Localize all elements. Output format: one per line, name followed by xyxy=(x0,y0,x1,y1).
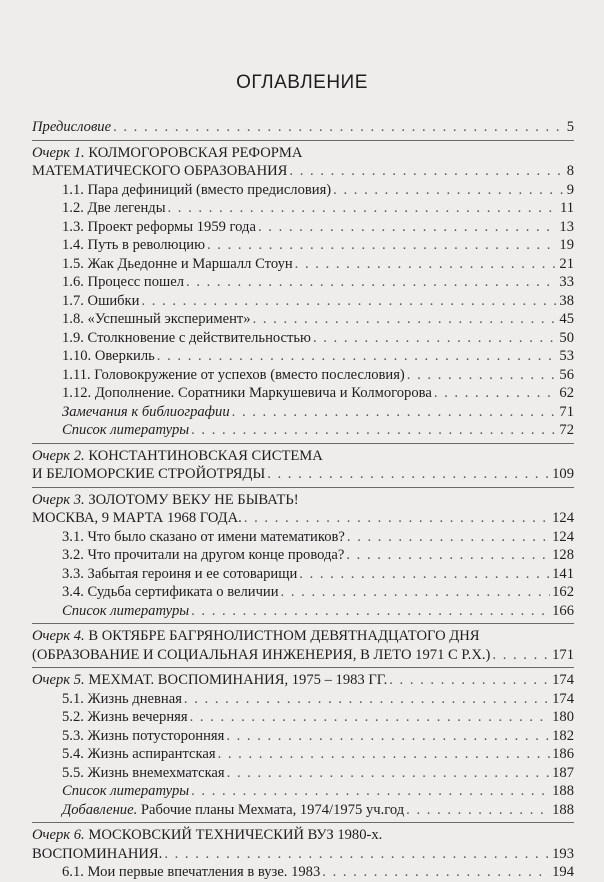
entry-title: 3.2. Что прочитали на другом конце провода? xyxy=(62,547,345,563)
page-number: 124 xyxy=(552,510,574,526)
entry-title: 1.12. Дополнение. Соратники Маркушевича и Колмогорова xyxy=(62,385,432,401)
toc-entry[interactable] xyxy=(32,384,574,403)
chapter-prefix: Очерк 2. xyxy=(32,447,85,464)
leader-dots xyxy=(227,764,550,783)
leader-dots xyxy=(113,118,565,137)
entry-title: 5.1. Жизнь дневная xyxy=(62,690,182,707)
toc-entry[interactable] xyxy=(32,236,574,255)
page-number: 193 xyxy=(552,845,574,862)
page-number: 162 xyxy=(552,584,574,600)
entry-title: Рабочие планы Мехмата, 1974/1975 уч.год xyxy=(140,801,405,818)
toc-entry[interactable] xyxy=(32,218,574,237)
chapter-prefix: Очерк 4. xyxy=(32,628,85,644)
toc-entry[interactable] xyxy=(32,292,574,311)
chapter-title: ЗОЛОТОМУ ВЕКУ НЕ БЫВАТЬ! xyxy=(88,491,299,508)
addition-label: Добавление. xyxy=(62,801,138,818)
toc-entry[interactable] xyxy=(32,727,574,746)
leader-dots xyxy=(190,708,551,727)
section-divider xyxy=(32,140,574,141)
leader-dots xyxy=(244,509,550,528)
chapter-5-title[interactable] xyxy=(32,671,574,690)
page-number: 19 xyxy=(559,237,574,253)
page-number: 38 xyxy=(559,292,574,309)
leader-dots xyxy=(389,671,550,690)
page-number: 128 xyxy=(552,547,574,563)
chapter-4-title-line-2[interactable] xyxy=(32,646,574,665)
toc-entry-literature[interactable] xyxy=(32,782,574,801)
chapter-2-title-line-2[interactable] xyxy=(32,465,574,484)
page-number: 33 xyxy=(559,274,574,290)
toc-entry[interactable] xyxy=(32,745,574,764)
leader-dots xyxy=(141,292,557,311)
chapter-title: В ОКТЯБРЕ БАГРЯНОЛИСТНОМ ДЕВЯТНАДЦАТОГО ДНЯ xyxy=(88,628,480,644)
entry-title: 5.5. Жизнь внемехматская xyxy=(62,764,225,781)
leader-dots xyxy=(406,801,550,820)
toc-entry-literature[interactable] xyxy=(32,602,574,621)
leader-dots xyxy=(157,347,558,366)
toc-entry-notes[interactable] xyxy=(32,403,574,422)
leader-dots xyxy=(333,181,565,200)
toc-heading: ОГЛАВЛЕНИЕ xyxy=(236,72,368,93)
entry-title: 1.4. Путь в революцию xyxy=(62,237,205,253)
entry-title: 5.2. Жизнь вечерняя xyxy=(62,709,188,725)
leader-dots xyxy=(184,690,550,709)
chapter-prefix: Очерк 6. xyxy=(32,827,85,843)
chapter-title: КОНСТАНТИНОВСКАЯ СИСТЕМА xyxy=(88,447,323,464)
leader-dots xyxy=(346,546,550,565)
entry-title: Список литературы xyxy=(62,783,190,799)
chapter-title-cont: МОСКВА, 9 МАРТА 1968 ГОДА. xyxy=(32,510,242,526)
section-divider xyxy=(32,623,574,624)
leader-dots xyxy=(299,565,550,584)
page-number: 188 xyxy=(552,801,574,818)
chapter-prefix: Очерк 3. xyxy=(32,491,85,508)
toc-entry[interactable] xyxy=(32,199,574,218)
page-number: 56 xyxy=(559,366,574,383)
leader-dots xyxy=(168,199,558,218)
entry-title: 3.1. Что было сказано от имени математиков? xyxy=(62,528,345,545)
page-number: 188 xyxy=(552,783,574,799)
toc-entry[interactable] xyxy=(32,347,574,366)
chapter-6-title-line-1[interactable] xyxy=(32,826,574,845)
chapter-title-cont: (ОБРАЗОВАНИЕ И СОЦИАЛЬНАЯ ИНЖЕНЕРИЯ, В ЛЕТО 1971 С Р.Х.) xyxy=(32,646,491,663)
entry-title: 5.4. Жизнь аспирантская xyxy=(62,746,216,762)
page-number: 180 xyxy=(552,709,574,725)
entry-title: 1.7. Ошибки xyxy=(62,292,140,309)
leader-dots xyxy=(289,162,564,181)
chapter-title: КОЛМОГОРОВСКАЯ РЕФОРМА xyxy=(88,144,303,161)
leader-dots xyxy=(191,602,550,621)
entry-title: 1.3. Проект реформы 1959 года xyxy=(62,218,256,235)
page-number: 182 xyxy=(552,727,574,744)
chapter-title-cont: И БЕЛОМОРСКИЕ СТРОЙОТРЯДЫ xyxy=(32,466,266,482)
entry-title: 1.9. Столкновение с действительностью xyxy=(62,329,311,346)
leader-dots xyxy=(253,310,558,329)
leader-dots xyxy=(258,218,557,237)
chapter-prefix: Очерк 5. xyxy=(32,672,85,688)
chapter-prefix: Очерк 1. xyxy=(32,144,85,161)
entry-title: 3.3. Забытая героиня и ее сотоварищи xyxy=(62,565,298,582)
leader-dots xyxy=(191,421,557,440)
entry-title: 5.3. Жизнь потусторонняя xyxy=(62,727,225,744)
toc-entry-addition[interactable] xyxy=(32,801,574,820)
leader-dots xyxy=(218,745,551,764)
leader-dots xyxy=(434,384,558,403)
leader-dots xyxy=(295,255,558,274)
leader-dots xyxy=(232,403,558,422)
toc-entry[interactable] xyxy=(32,690,574,709)
toc-entry[interactable] xyxy=(32,583,574,602)
page-number: 8 xyxy=(566,163,574,179)
page-number: 171 xyxy=(552,646,574,663)
chapter-1-title-line-1[interactable] xyxy=(32,144,574,163)
entry-title: 1.2. Две легенды xyxy=(62,200,166,216)
section-divider xyxy=(32,443,574,444)
page-number: 194 xyxy=(552,864,574,880)
chapter-3-title-line-1[interactable] xyxy=(32,491,574,510)
toc-entry[interactable] xyxy=(32,366,574,385)
chapter-2-title-line-1[interactable] xyxy=(32,447,574,466)
page-number: 187 xyxy=(552,764,574,781)
page-number: 141 xyxy=(552,565,574,582)
entry-title: Список литературы xyxy=(62,602,190,619)
page-number: 109 xyxy=(552,466,574,482)
toc-entry[interactable] xyxy=(32,273,574,292)
chapter-title-cont: МАТЕМАТИЧЕСКОГО ОБРАЗОВАНИЯ xyxy=(32,163,288,179)
leader-dots xyxy=(322,863,550,882)
entry-title: Замечания к библиографии xyxy=(62,403,230,420)
page-number: 5 xyxy=(566,119,574,135)
toc-entry[interactable] xyxy=(32,528,574,547)
leader-dots xyxy=(186,273,557,292)
leader-dots xyxy=(164,845,550,864)
page-number: 13 xyxy=(559,218,574,235)
toc-entry[interactable] xyxy=(32,565,574,584)
toc-entry[interactable] xyxy=(32,329,574,348)
leader-dots xyxy=(267,465,550,484)
leader-dots xyxy=(407,366,558,385)
entry-title: 1.1. Пара дефиниций (вместо предисловия) xyxy=(62,181,332,198)
page-number: 71 xyxy=(559,403,574,420)
leader-dots xyxy=(492,646,550,665)
entry-title: 1.8. «Успешный эксперимент» xyxy=(62,311,251,327)
chapter-3-title-line-2[interactable] xyxy=(32,509,574,528)
chapter-6-title-line-2[interactable] xyxy=(32,845,574,864)
toc-entry[interactable] xyxy=(32,764,574,783)
toc-entry-literature[interactable] xyxy=(32,421,574,440)
leader-dots xyxy=(191,782,550,801)
entry-title: Предисловие xyxy=(32,119,112,135)
page-number: 50 xyxy=(559,329,574,346)
leader-dots xyxy=(281,583,551,602)
chapter-title: МОСКОВСКИЙ ТЕХНИЧЕСКИЙ ВУЗ 1980-х. xyxy=(88,827,383,843)
section-divider xyxy=(32,667,574,668)
page-number: 53 xyxy=(559,348,574,364)
page-number: 62 xyxy=(559,385,574,401)
page-number: 124 xyxy=(552,528,574,545)
entry-title: Список литературы xyxy=(62,422,190,438)
toc-entry[interactable] xyxy=(32,181,574,200)
entry-title: 1.10. Оверкиль xyxy=(62,348,155,364)
entry-title: 6.1. Мои первые впечатления в вузе. 1983 xyxy=(62,864,321,880)
page-number: 45 xyxy=(559,311,574,327)
toc-entry[interactable] xyxy=(32,255,574,274)
toc-entry-preface[interactable] xyxy=(32,118,574,137)
chapter-4-title-line-1[interactable] xyxy=(32,627,574,646)
section-divider xyxy=(32,487,574,488)
entry-title: 3.4. Судьба сертификата о величии xyxy=(62,584,279,600)
leader-dots xyxy=(207,236,557,255)
chapter-title: МЕХМАТ. ВОСПОМИНАНИЯ, 1975 – 1983 ГГ. xyxy=(88,672,388,688)
entry-title: 1.11. Головокружение от успехов (вместо послесловия) xyxy=(62,366,405,383)
page-number: 72 xyxy=(559,422,574,438)
page-number: 174 xyxy=(552,672,574,688)
page-number: 186 xyxy=(552,746,574,762)
leader-dots xyxy=(226,727,550,746)
chapter-1-title-line-2[interactable] xyxy=(32,162,574,181)
page-number: 9 xyxy=(566,181,574,198)
page-number: 21 xyxy=(559,255,574,272)
leader-dots xyxy=(313,329,557,348)
page-number: 166 xyxy=(552,602,574,619)
leader-dots xyxy=(347,528,550,547)
toc-entry[interactable] xyxy=(32,546,574,565)
section-divider xyxy=(32,822,574,823)
entry-title: 1.5. Жак Дьедонне и Маршалл Стоун xyxy=(62,255,293,272)
table-of-contents xyxy=(32,118,574,882)
toc-entry[interactable] xyxy=(32,863,574,882)
chapter-title-cont: ВОСПОМИНАНИЯ. xyxy=(32,845,163,862)
toc-entry[interactable] xyxy=(32,708,574,727)
toc-entry[interactable] xyxy=(32,310,574,329)
page-number: 174 xyxy=(552,690,574,707)
page-number: 11 xyxy=(559,200,574,216)
entry-title: 1.6. Процесс пошел xyxy=(62,274,185,290)
